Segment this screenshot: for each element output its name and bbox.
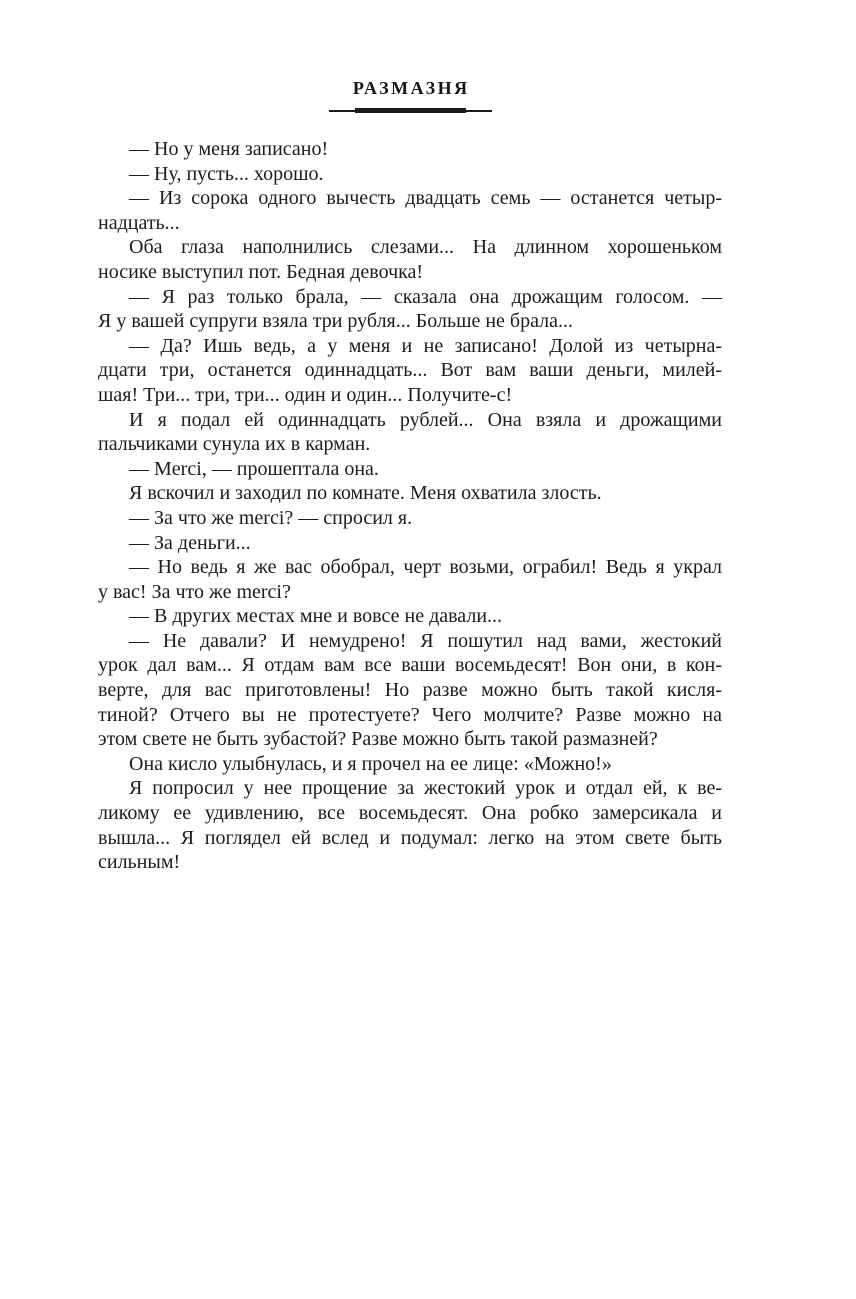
text-line: этом свете не быть зубастой? Разве можно быть такой размазней? (98, 728, 658, 751)
text-line: Я вскочил и заходил по комнате. Меня охватила злость. (129, 482, 602, 505)
text-line: — Из сорока одного вычесть двадцать семь — останется четыр- (129, 187, 722, 210)
text-line: — За деньги... (129, 531, 251, 554)
text-line: у вас! За что же merci? (98, 580, 291, 603)
page-title: РАЗМАЗНЯ (352, 78, 470, 98)
paragraph (98, 334, 722, 408)
paragraph (98, 285, 722, 334)
story-body (98, 137, 722, 875)
text-line: носике выступил пот. Бедная девочка! (98, 260, 424, 283)
text-line: И я подал ей одиннадцать рублей... Она взяла и дрожащими (129, 408, 722, 431)
paragraph (98, 186, 722, 235)
paragraph (98, 629, 722, 752)
text-line: Я попросил у нее прощение за жестокий урок и отдал ей, к ве- (129, 777, 722, 800)
text-line: Я у вашей супруги взяла три рубля... Больше не брала... (98, 310, 574, 333)
text-line: тиной? Отчего вы не протестуете? Чего молчите? Разве можно на (98, 703, 722, 726)
text-line: надцать... (98, 211, 180, 234)
paragraph (98, 604, 722, 629)
paragraph (98, 531, 722, 556)
paragraph (98, 752, 722, 777)
text-line: — За что же merci? — спросил я. (129, 506, 413, 529)
paragraph (98, 776, 722, 874)
text-column (98, 0, 722, 875)
paragraph (98, 481, 722, 506)
text-line: шая! Три... три, три... один и один... Получите-с! (98, 383, 513, 406)
text-line: сильным! (98, 851, 181, 874)
text-line: — Но у меня записано! (129, 138, 329, 160)
text-line: — Ну, пусть... хорошо. (129, 162, 324, 185)
text-line: — Но ведь я же вас обобрал, черт возьми, ограбил! Ведь я украл (129, 556, 722, 579)
divider-thick-line (355, 108, 466, 113)
text-line: верте, для вас приготовлены! Но разве можно быть такой кисля- (98, 679, 722, 702)
text-line: — Да? Ишь ведь, а у меня и не записано! Долой из четырна- (129, 334, 722, 357)
text-line: — Merci, — прошептала она. (129, 457, 379, 480)
paragraph (98, 457, 722, 482)
text-line: Оба глаза наполнились слезами... На длинном хорошеньком (129, 236, 722, 259)
paragraph (98, 506, 722, 531)
paragraph (98, 235, 722, 284)
text-line: вышла... Я поглядел ей вслед и подумал: легко на этом свете быть (98, 826, 722, 849)
paragraph (98, 408, 722, 457)
text-line: — Я раз только брала, — сказала она дрожащим голосом. — (129, 285, 722, 308)
text-line: — Не давали? И немудрено! Я пошутил над вами, жестокий (129, 629, 722, 652)
text-line: дцати три, останется одиннадцать... Вот вам ваши деньги, милей- (98, 359, 722, 382)
paragraph (98, 162, 722, 187)
text-line: пальчиками сунула их в карман. (98, 433, 371, 456)
text-line: Она кисло улыбнулась, и я прочел на ее лице: «Можно!» (129, 752, 612, 775)
text-line: ликому ее удивлению, все восемьдесят. Она робко замерсикала и (98, 802, 722, 825)
text-line: — В других местах мне и вовсе не давали... (129, 605, 503, 628)
paragraph (98, 137, 722, 162)
paragraph (98, 555, 722, 604)
text-line: урок дал вам... Я отдам вам все ваши восемьдесят! Вон они, в кон- (98, 654, 722, 677)
title-divider (329, 108, 492, 113)
